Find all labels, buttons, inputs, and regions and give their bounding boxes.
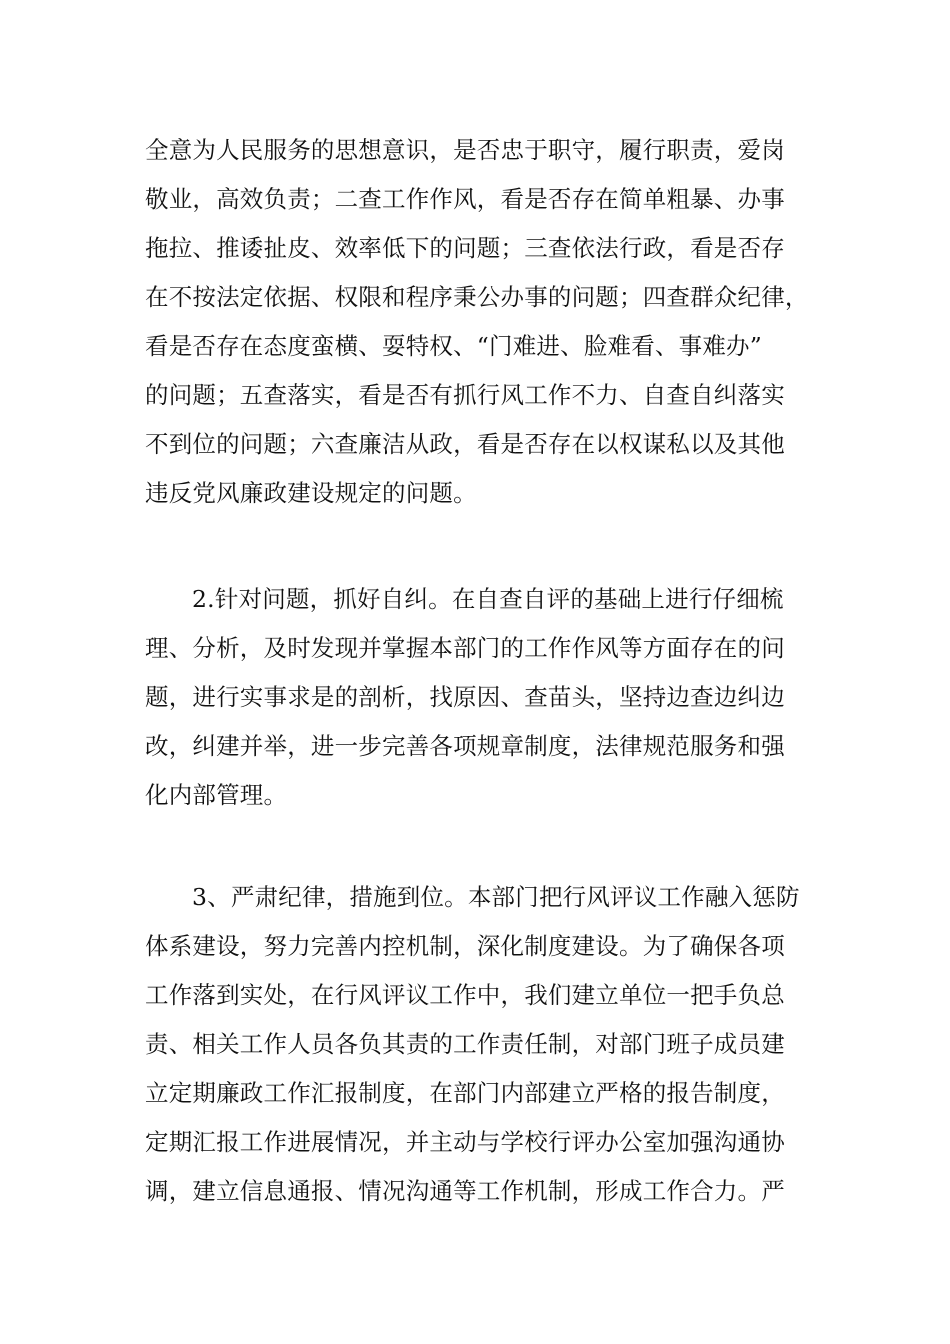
paragraph-self-correction (145, 575, 785, 820)
text-line: 的问题；五查落实，看是否有抓行风工作不力、自查自纠落实 (145, 381, 785, 409)
text-line: 立定期廉政工作汇报制度，在部门内部建立严格的报告制度， (145, 1079, 785, 1107)
text-line: 2.针对问题，抓好自纠。在自查自评的基础上进行仔细梳 (192, 585, 784, 613)
text-line: 全意为人民服务的思想意识，是否忠于职守，履行职责，爱岗 (145, 136, 785, 164)
text-line: 理、分析，及时发现并掌握本部门的工作作风等方面存在的问 (145, 634, 785, 662)
text-line: 3、严肃纪律，措施到位。本部门把行风评议工作融入惩防 (192, 883, 800, 911)
text-line: 在不按法定依据、权限和程序秉公办事的问题；四查群众纪律， (145, 283, 809, 311)
text-line: 定期汇报工作进展情况，并主动与学校行评办公室加强沟通协 (145, 1128, 785, 1156)
paragraph-inspection-items (145, 126, 809, 518)
text-line: 改，纠建并举，进一步完善各项规章制度，法律规范服务和强 (145, 732, 785, 760)
text-line: 体系建设，努力完善内控机制，深化制度建设。为了确保各项 (145, 932, 785, 960)
text-line: 调，建立信息通报、情况沟通等工作机制，形成工作合力。严 (145, 1177, 785, 1205)
text-line: 化内部管理。 (145, 781, 288, 809)
text-line: 违反党风廉政建设规定的问题。 (145, 479, 477, 507)
paragraph-discipline-measures (145, 873, 800, 1216)
text-line: 责、相关工作人员各负其责的工作责任制，对部门班子成员建 (145, 1030, 785, 1058)
text-line: 拖拉、推诿扯皮、效率低下的问题；三查依法行政，看是否存 (145, 234, 785, 262)
text-line: 不到位的问题；六查廉洁从政，看是否存在以权谋私以及其他 (145, 430, 785, 458)
text-line: 敬业，高效负责；二查工作作风，看是否存在简单粗暴、办事 (145, 185, 785, 213)
text-line: 题，进行实事求是的剖析，找原因、查苗头，坚持边查边纠边 (145, 683, 785, 711)
text-line: 工作落到实处，在行风评议工作中，我们建立单位一把手负总 (145, 981, 785, 1009)
text-line: 看是否存在态度蛮横、耍特权、“门难进、脸难看、事难办” (145, 332, 762, 360)
